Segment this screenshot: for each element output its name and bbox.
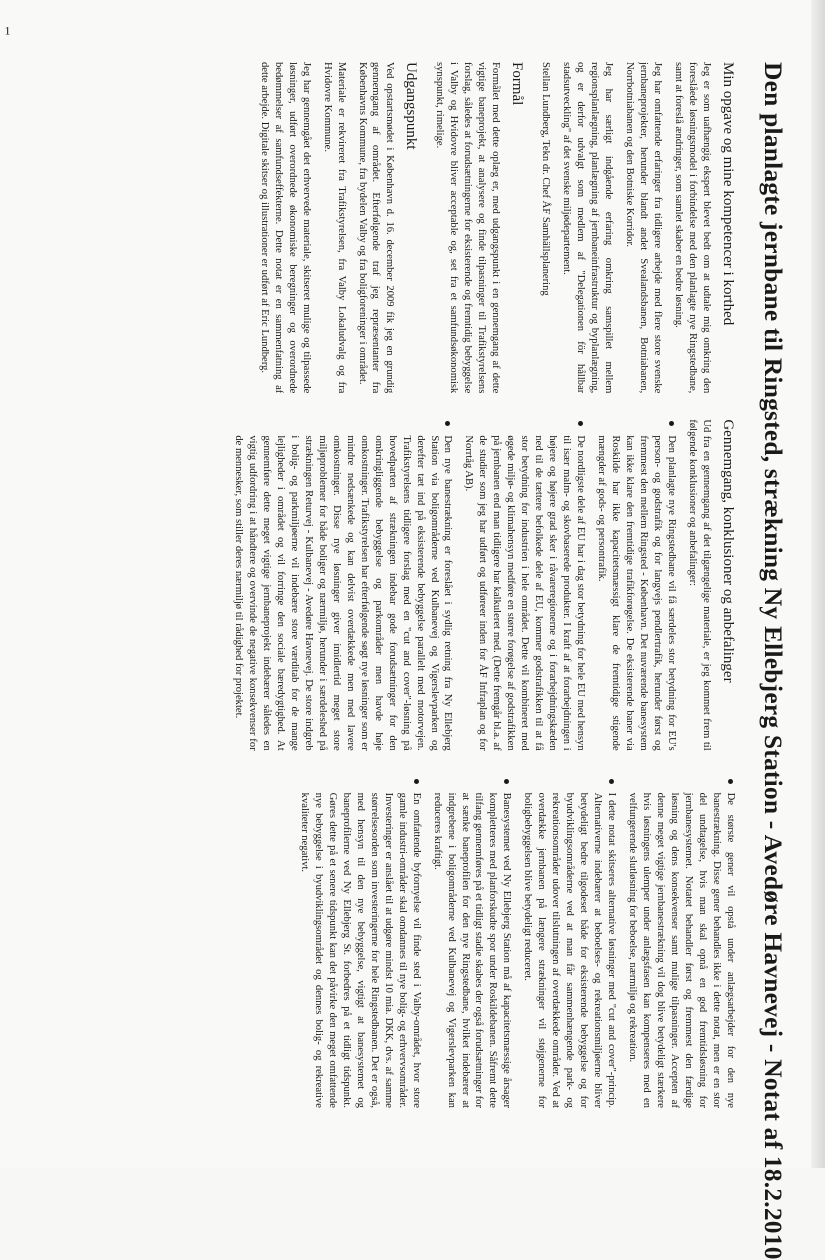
bullet-list: [231, 419, 678, 750]
text-columns: [32, 62, 737, 1108]
bullet-item: I dette notat skitseres alternative løsninger med "cut and cover"-princip. Alternativerne indebærer at beboelses- og rekreationsmiljøerne bliver betydeligt bedre tilgodeset både for eksisterende bebyggelse og for byudviklingsområderne ved at man får sammenhængende park- og rekreationsområder udover tilslutningen af overdækkede områder. Ved at overdække jernbanen på længere strækninger vil støjgenerne for boligbebyggelsen blive betydeligt reduceret.: [520, 777, 618, 1108]
column-2: [32, 419, 737, 750]
document-title: Den planlagte jernbane til Ringsted, strækning Ny Ellebjerg Station - Avedøre Havnevej - Notat af 18.2.2010: [759, 62, 788, 1260]
signature-line: Stellan Lundberg, Tekn dr. Chef ÅF Samhällsplanering: [540, 62, 552, 296]
column-3: [32, 777, 737, 1108]
paragraph: Ved opstartsmødet i København d. 16. december 2009 fik jeg en grundig gennemgang af området. Efterfølgende traf jeg repræsentanter fra Københavns Kommune, fra bydelen Valby og fra boligforeninger i området.: [356, 62, 396, 394]
page-number: 1: [4, 23, 11, 38]
paragraph: Jeg har omfattende erfaringer fra tidligere arbejde med flere store svenske jernbaneprojekter, herunder blandt andet Svealandsbanen, Botniabanen, Norrbotniabanen og den Botniske Korridor.: [624, 62, 664, 394]
paragraph: Jeg har særligt indgående erfaring omkring samspillet mellem regionsplanlægning, planlægning af jernbaneinfrastruktur og byplanlægning, og er derfor udvalgt som medlem af "Delegationen för hållbar stadsutveckling" af det svenske miljødepartement.: [561, 62, 615, 394]
paragraph: Jeg har gennemgået det erhvervede materiale, skitseret mulige og tilpassede løsninger, udført overordnede økonomiske beregninger og overordnede bedømmelser af samfundseffekterne. Dette notat er en sammenfatning af dette arbejde. Digitale skitser og illustrationer er udført af Eric Lundberg.: [258, 62, 312, 394]
bullet-item: De nordligste dele af EU har i dag stor betydning for hele EU med hensyn til især malm- og skovbaserede produkter. I kraft af at forarbejdningen i højere og højere grad sker i råvareregionerne og i forarbejdningskæden ned til de tættere befolkede dele af EU, kommer godstrafikken til at få stor betydning for industrien i hele området. Dette vil kombineret med øgede miljø- og klimahensyn medføre en større forøgelse af godstrafikken på jernbanen end man tidligere har kalkuleret med. (Dette fremgår bl.a. af de studier som jeg har udført og udføreer inden for ÅF Infraplan og for Norrtåg AB).: [461, 419, 587, 750]
bullet-item: Den nye banestrækning er foreslået i sydlig retning fra Ny Ellebjerg Station via boligområderne ved Kulbanevej og Vigerslevparken og derefter tæt ind på eksisterende bebyggelse parallelt med motorvejen. Trafikstyrelsens tidligere forslag med en "cut and cover"-løsning på hovedparten af strækningen indebar gode forudsætninger for den omkringliggende bebyggelse og parkområder men havde høje omkostninger. Trafikstyrelsen har efterfølgende søgt nye løsninger som er mindre nedsænkede og kan delvist overdækkede men med lavere omkostninger. Disse nye løsninger giver imidlertid meget store miljøproblemer for både boliger og nærmiljø, herunder i særdeleshed på strækningen Returvej - Kulbanevej - Avedøre Havnevej. De store indgreb i bolig- og parkmiljøerne vil indebære store værditab for de mange lejligheder i området og vil forringe den sociale bæredygtighed. At gennemføre dette meget vigtige jernbaneprojekt indebærer således en vigtig udfordring i at håndtere og overvinde de negative konsekvenser for de mennesker, som stiller deres nærmiljø til rådighed for projektet.: [231, 419, 455, 750]
heading-starting-point: Udgangspunkt: [403, 62, 420, 150]
bullet-item: De største gener vil opstå under anlægsarbejder for den nye banestrækning. Disse gener behandles ikke i dette notat, men er en stor del undtagelse, hvis man skal opnå en god fremtidsløsning for jernbanesystemet. Notatet behandler først og fremmest den færdige løsning og dens konsekvenser samt mulige tilpasninger. Accepten af denne meget vigtige jernbanestrækning vil dog blive betydeligt stærkere hvis løsningens ulemper under anlægsfasen kan kompenseres med en velfungerende slutløsning for beboelse, nærmiljø og rekreation.: [625, 777, 737, 1108]
heading-review: Gennemgang, konklusioner og anbefalinger: [719, 419, 736, 683]
heading-purpose: Formål: [509, 62, 526, 106]
paragraph: Materiale er rekvireret fra Trafikstyrelsen, fra Valby Lokaludvalg og fra Hvidovre Kommune.: [321, 62, 347, 394]
bullet-list: [297, 777, 737, 1108]
bullet-item: Den planlagte nye Ringstedbane vil få særdeles stor betydning for EU's person- og godstrafik og for langvejs pendlertrafik, herunder først og fremmest den mellem Ringsted - København. Det nuværende banesystem kan ikke klare den fremtidige trafikforøgelse. De eksisterende baner via Roskilde har ikke kapacitetsmæssigt klare de fremtidige stigende mængder af gods- og persontrafik.: [594, 419, 678, 750]
paragraph: Jeg er som uafhængig ekspert blevet bedt om at udtale mig omkring den foreslåede løsningsmodel i forbindelse med den planlagte nye Ringstedbane, samt at foreslå ændringer, som samlet skaber en bedre løsning.: [673, 62, 712, 394]
bullet-item: En omfattende byfornyelse vil finde sted i Valby-området, hvor store gamle industri-områder skal omdannes til nye bolig- og erhvervsområder. Investeringer er anslået til at udgøre mindst 10 mia. DKK, dvs. af samme størrelsesorden som investeringerne for hele Ringstedbanen. Det er også, med hensyn til den nye bebyggelse, vigtigt at banesystemet og baneprofilerne ved Ny Ellebjerg St. forbedres på et tidligt tidspunkt. Gøres dette på et senere tidspunkt kan det påvirke den meget omfattende nye bebyggelse i byudviklingsområdet og dennes bolig- og rekreative kvaliteter negativt.: [297, 777, 423, 1108]
paragraph: Formålet med dette oplæg er, med udgangspunkt i en gennemgang af dette vigtige baneprojekt, at analysere og finde tilpasninger til Trafikstyrelsens forslag, således at forudsætningerne for eksisterende og fremtidig bebyggelse i Valby og Hvidovre bliver acceptable og, set fra et samfundsøkonomisk synspunkt, rimelige.: [434, 62, 502, 394]
heading-role: Min opgave og mine kompetencer i korthed: [719, 62, 736, 326]
paragraph: Ud fra en gennemgang af det tilgængelige materiale, er jeg kommet frem til følgende konklusioner og anbefalinger:: [686, 419, 712, 751]
column-1: [32, 62, 737, 393]
bullet-item: Banesystemet ved Ny Ellebjerg Station må af kapacitetsmæssige årsager kompletteres med planforskudte spor under Roskildebanen. Såfremt dette tilfang gennemføres på et tidligt stadie skabes der også forudsætninger for at sænke baneprofilen for den nye Ringstedbane, hvilket indebærer at indgrebene i boligområderne ved Kulbanevej og Vigerslevparken kan reduceres kraftigt.: [430, 777, 514, 1108]
